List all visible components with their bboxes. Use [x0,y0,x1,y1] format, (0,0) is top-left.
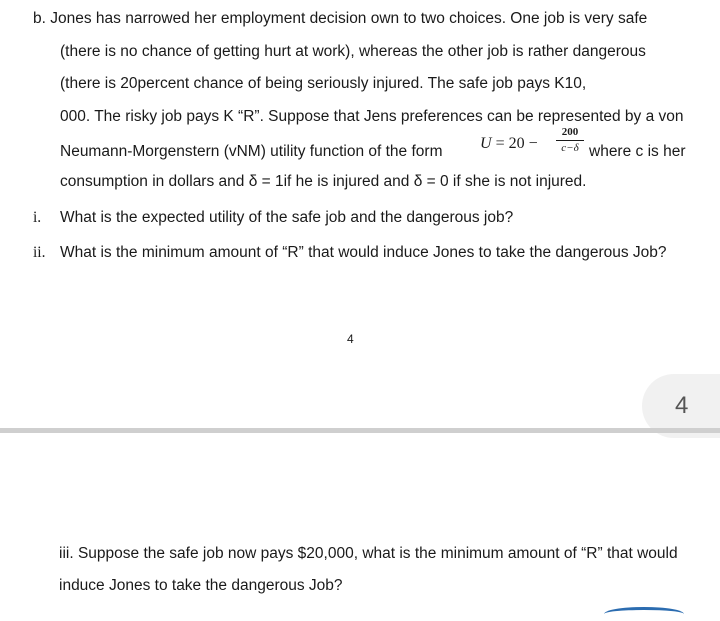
question-iii-line-2: induce Jones to take the dangerous Job? [59,577,343,594]
formula-fraction-bar [556,140,584,141]
page-number-badge-value: 4 [675,392,689,419]
formula-numerator: 200 [561,126,579,138]
question-b-line-1: b. Jones has narrowed her employment decision own to two choices. One job is very safe [33,10,648,27]
question-b-line-6: consumption in dollars and δ = 1if he is injured and δ = 0 if she is not injured. [60,173,587,190]
subquestion-i-marker: i. [33,209,42,226]
question-b-line-5-start: Neumann-Morgenstern (vNM) utility function of the form [60,143,443,160]
question-iii-line-1: iii. Suppose the safe job now pays $20,000, what is the minimum amount of “R” that would [59,545,678,562]
scroll-indicator-arc [604,607,684,621]
formula-lhs [480,134,538,154]
utility-formula [480,126,584,166]
formula-denominator: c−δ [561,142,579,154]
question-b-line-5-end: where c is her [589,143,686,160]
page-footer-number: 4 [347,332,354,346]
page-divider [0,428,720,433]
formula-equals-twenty: = 20 − [491,135,538,152]
formula-variable-u: U [480,135,492,152]
subquestion-ii-text: What is the minimum amount of “R” that would induce Jones to take the dangerous Job? [60,244,667,261]
question-b-line-3: (there is 20percent chance of being seriously injured. The safe job pays K10, [60,75,587,92]
question-b-line-2: (there is no chance of getting hurt at work), whereas the other job is rather dangerous [60,43,646,60]
subquestion-ii-marker: ii. [33,244,46,261]
formula-fraction [556,126,584,155]
question-b-line-4: 000. The risky job pays K “R”. Suppose that Jens preferences can be represented by a von [60,108,684,125]
subquestion-i-text: What is the expected utility of the safe job and the dangerous job? [60,209,514,226]
